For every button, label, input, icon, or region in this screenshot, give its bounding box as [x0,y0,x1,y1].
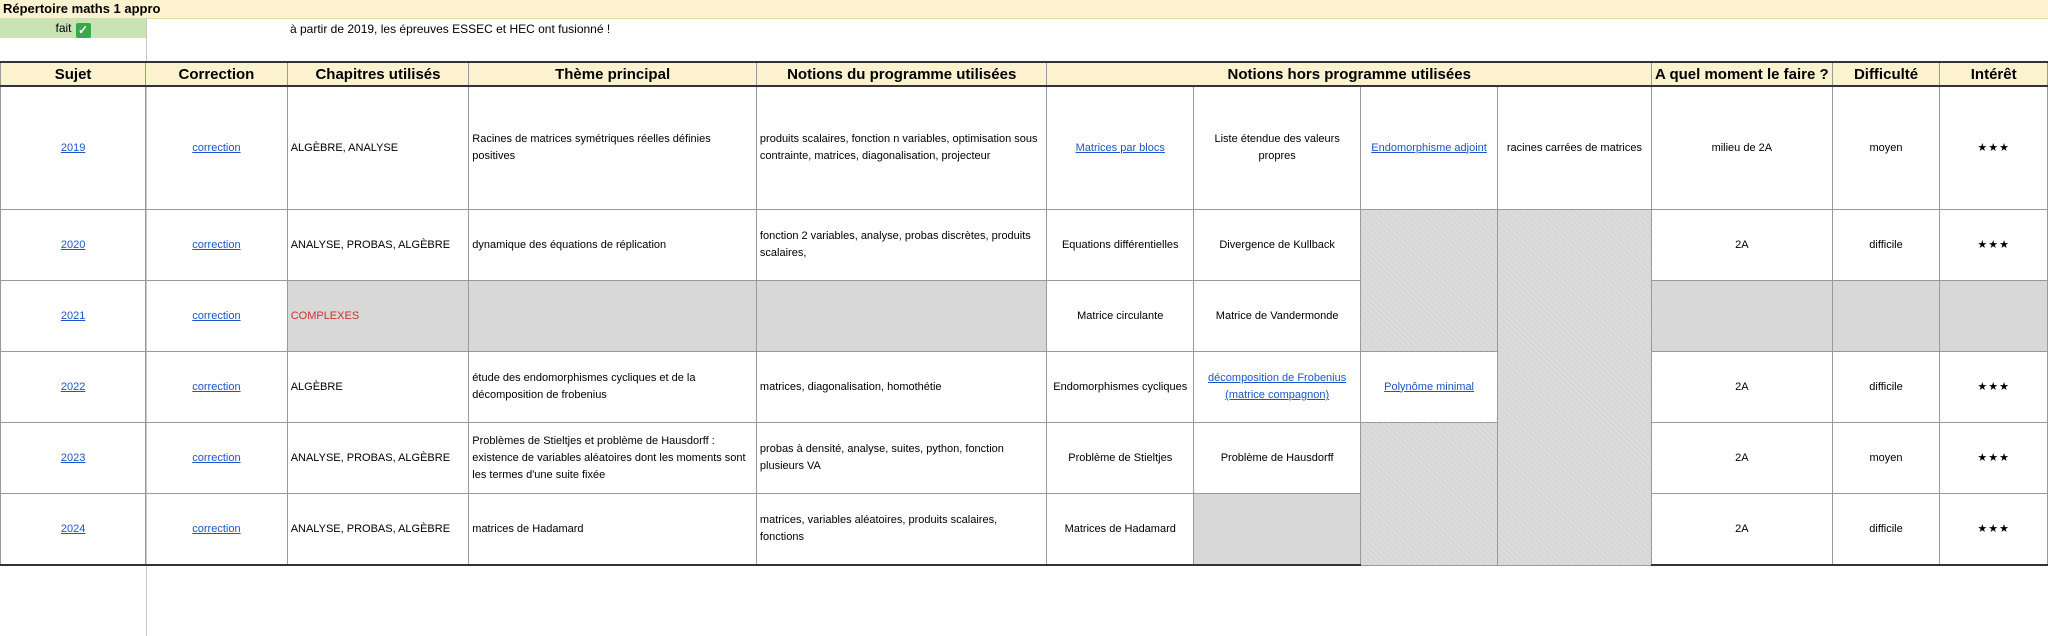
notions-cell[interactable] [756,281,1047,352]
difficulte-cell[interactable]: difficile [1832,352,1940,423]
hors-programme-cell[interactable]: Divergence de Kullback [1194,210,1361,281]
header-row [1,62,2048,86]
hors-programme-cell[interactable]: racines carrées de matrices [1497,86,1651,210]
header-theme[interactable]: Thème principal [469,62,757,86]
interet-cell[interactable]: ★★★ [1940,352,2048,423]
hors-programme-cell[interactable]: Problème de Hausdorff [1194,423,1361,494]
table-row [1,86,2048,210]
header-moment[interactable]: A quel moment le faire ? [1652,62,1833,86]
difficulte-cell[interactable]: moyen [1832,86,1940,210]
correction-cell[interactable] [146,210,288,281]
subject-link[interactable]: 2019 [60,141,86,154]
notions-cell[interactable]: fonction 2 variables, analyse, probas discrètes, produits scalaires, [756,210,1047,281]
check-mark-icon: ✓ [76,23,91,38]
notions-cell[interactable]: matrices, diagonalisation, homothétie [756,352,1047,423]
sheet-title-bar [0,0,2048,19]
subject-link[interactable]: 2023 [60,451,86,464]
done-status-cell[interactable] [0,18,146,38]
year-cell[interactable] [1,423,146,494]
correction-cell[interactable] [146,352,288,423]
difficulte-cell[interactable]: difficile [1832,210,1940,281]
moment-cell[interactable] [1652,281,1833,352]
empty-cell[interactable] [1497,210,1651,566]
notions-cell[interactable]: probas à densité, analyse, suites, python, fonction plusieurs VA [756,423,1047,494]
notions-cell[interactable]: matrices, variables aléatoires, produits scalaires, fonctions [756,494,1047,566]
hors-programme-link[interactable]: Matrices par blocs [1075,141,1165,154]
hors-programme-cell[interactable] [1194,352,1361,423]
hors-programme-link[interactable]: Endomorphisme adjoint [1371,141,1487,154]
theme-cell[interactable]: dynamique des équations de réplication [469,210,757,281]
correction-cell[interactable] [146,86,288,210]
chapitres-cell[interactable]: ANALYSE, PROBAS, ALGÈBRE [287,210,469,281]
year-cell[interactable] [1,494,146,566]
hors-programme-cell[interactable]: Matrice circulante [1047,281,1194,352]
year-cell[interactable] [1,352,146,423]
chapitres-cell[interactable]: ALGÈBRE, ANALYSE [287,86,469,210]
hors-programme-cell[interactable]: Endomorphismes cycliques [1047,352,1194,423]
table-row [1,210,2048,281]
moment-cell[interactable]: 2A [1652,210,1833,281]
hors-programme-cell[interactable]: Problème de Stieltjes [1047,423,1194,494]
correction-link[interactable]: correction [192,380,241,393]
header-hors-programme[interactable]: Notions hors programme utilisées [1047,62,1652,86]
hors-programme-link[interactable]: Polynôme minimal [1384,380,1475,393]
header-notions[interactable]: Notions du programme utilisées [756,62,1047,86]
hors-programme-link[interactable]: décomposition de Frobenius (matrice compagnon) [1208,372,1347,401]
correction-link[interactable]: correction [192,309,241,322]
hors-programme-cell[interactable]: Liste étendue des valeurs propres [1194,86,1361,210]
header-chapitres[interactable]: Chapitres utilisés [287,62,469,86]
moment-cell[interactable]: milieu de 2A [1652,86,1833,210]
table-row [1,352,2048,423]
moment-cell[interactable]: 2A [1652,423,1833,494]
correction-link[interactable]: correction [192,522,241,535]
moment-cell[interactable]: 2A [1652,494,1833,566]
done-label: fait [55,21,72,35]
subject-link[interactable]: 2021 [60,309,86,322]
subject-link[interactable]: 2022 [60,380,86,393]
interet-cell[interactable]: ★★★ [1940,210,2048,281]
correction-link[interactable]: correction [192,238,241,251]
header-correction[interactable]: Correction [146,62,288,86]
correction-cell[interactable] [146,423,288,494]
chapitres-cell[interactable]: COMPLEXES [287,281,469,352]
header-sujet[interactable]: Sujet [1,62,146,86]
year-cell[interactable] [1,281,146,352]
empty-cell[interactable] [1194,494,1361,566]
year-cell[interactable] [1,86,146,210]
theme-cell[interactable]: étude des endomorphismes cycliques et de la décomposition de frobenius [469,352,757,423]
correction-link[interactable]: correction [192,451,241,464]
table-row [1,423,2048,494]
chapitres-cell[interactable]: ANALYSE, PROBAS, ALGÈBRE [287,423,469,494]
header-difficulte[interactable]: Difficulté [1832,62,1940,86]
subject-link[interactable]: 2024 [60,522,86,535]
hors-programme-cell[interactable]: Matrices de Hadamard [1047,494,1194,566]
notions-cell[interactable]: produits scalaires, fonction n variables, optimisation sous contrainte, matrices, diagonalisation, projecteur [756,86,1047,210]
correction-cell[interactable] [146,494,288,566]
table-row [1,281,2048,352]
difficulte-cell[interactable]: moyen [1832,423,1940,494]
empty-cell[interactable] [1361,210,1498,352]
year-cell[interactable] [1,210,146,281]
difficulte-cell[interactable]: difficile [1832,494,1940,566]
hors-programme-cell[interactable] [1047,86,1194,210]
correction-link[interactable]: correction [192,141,241,154]
hors-programme-cell[interactable] [1361,352,1498,423]
header-interet[interactable]: Intérêt [1940,62,2048,86]
sheet-title[interactable]: Répertoire maths 1 appro [3,1,161,16]
difficulte-cell[interactable] [1832,281,1940,352]
chapitres-cell[interactable]: ANALYSE, PROBAS, ALGÈBRE [287,494,469,566]
correction-cell[interactable] [146,281,288,352]
chapitres-cell[interactable]: ALGÈBRE [287,352,469,423]
fusion-note[interactable]: à partir de 2019, les épreuves ESSEC et HEC ont fusionné ! [290,22,611,36]
interet-cell[interactable] [1940,281,2048,352]
theme-cell[interactable] [469,281,757,352]
subjects-table [0,61,2048,566]
moment-cell[interactable]: 2A [1652,352,1833,423]
theme-cell[interactable]: Racines de matrices symétriques réelles définies positives [469,86,757,210]
interet-cell[interactable]: ★★★ [1940,423,2048,494]
theme-cell[interactable]: matrices de Hadamard [469,494,757,566]
interet-cell[interactable]: ★★★ [1940,494,2048,566]
interet-cell[interactable]: ★★★ [1940,86,2048,210]
hors-programme-cell[interactable] [1361,86,1498,210]
subject-link[interactable]: 2020 [60,238,86,251]
hors-programme-cell[interactable]: Matrice de Vandermonde [1194,281,1361,352]
empty-cell[interactable] [1361,423,1498,566]
table-row [1,494,2048,566]
theme-cell[interactable]: Problèmes de Stieltjes et problème de Hausdorff : existence de variables aléatoires dont les moments sont les termes d'une suite fixée [469,423,757,494]
hors-programme-cell[interactable]: Equations différentielles [1047,210,1194,281]
